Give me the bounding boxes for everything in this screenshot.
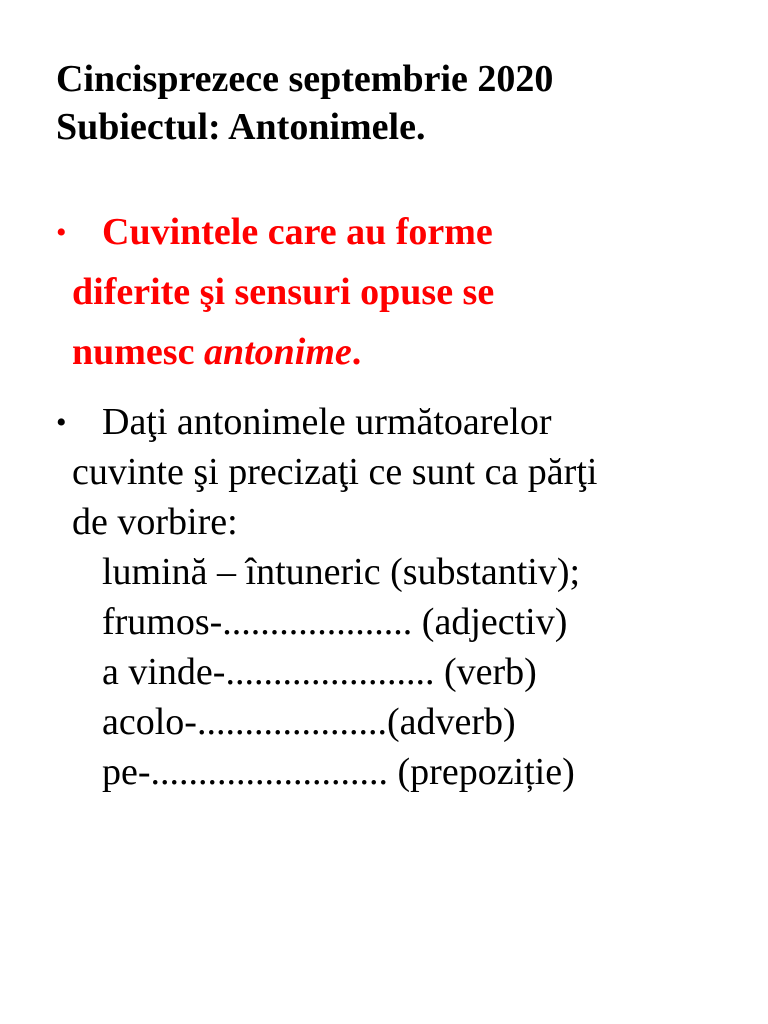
definition-line-3-suffix: . [351,331,362,373]
exercise-item: lumină – întuneric (substantiv); [102,551,581,593]
bullet-icon: • [56,216,67,249]
exercise-item: frumos-.................... (adjectiv) [102,601,568,643]
definition-term: antonime [203,331,352,373]
exercise-line-3: de vorbire: [72,501,238,543]
subject-heading: Subiectul: Antonimele. [56,106,426,148]
definition-line-3 [72,330,361,374]
exercise-item: a vinde-...................... (verb) [102,651,537,693]
definition-line-3-prefix: numesc [72,331,204,373]
exercise-line-2: cuvinte şi precizaţi ce sunt ca părţi [72,451,598,493]
exercise-item: pe-......................... (prepoziție) [102,751,575,793]
exercise-item: acolo-....................(adverb) [102,701,516,743]
definition-line-1: Cuvintele care au forme [102,211,493,253]
bullet-icon: • [56,406,67,439]
definition-line-2: diferite şi sensuri opuse se [72,271,495,313]
exercise-line-1: Daţi antonimele următoarelor [102,401,552,443]
date-heading: Cincisprezece septembrie 2020 [56,58,554,100]
